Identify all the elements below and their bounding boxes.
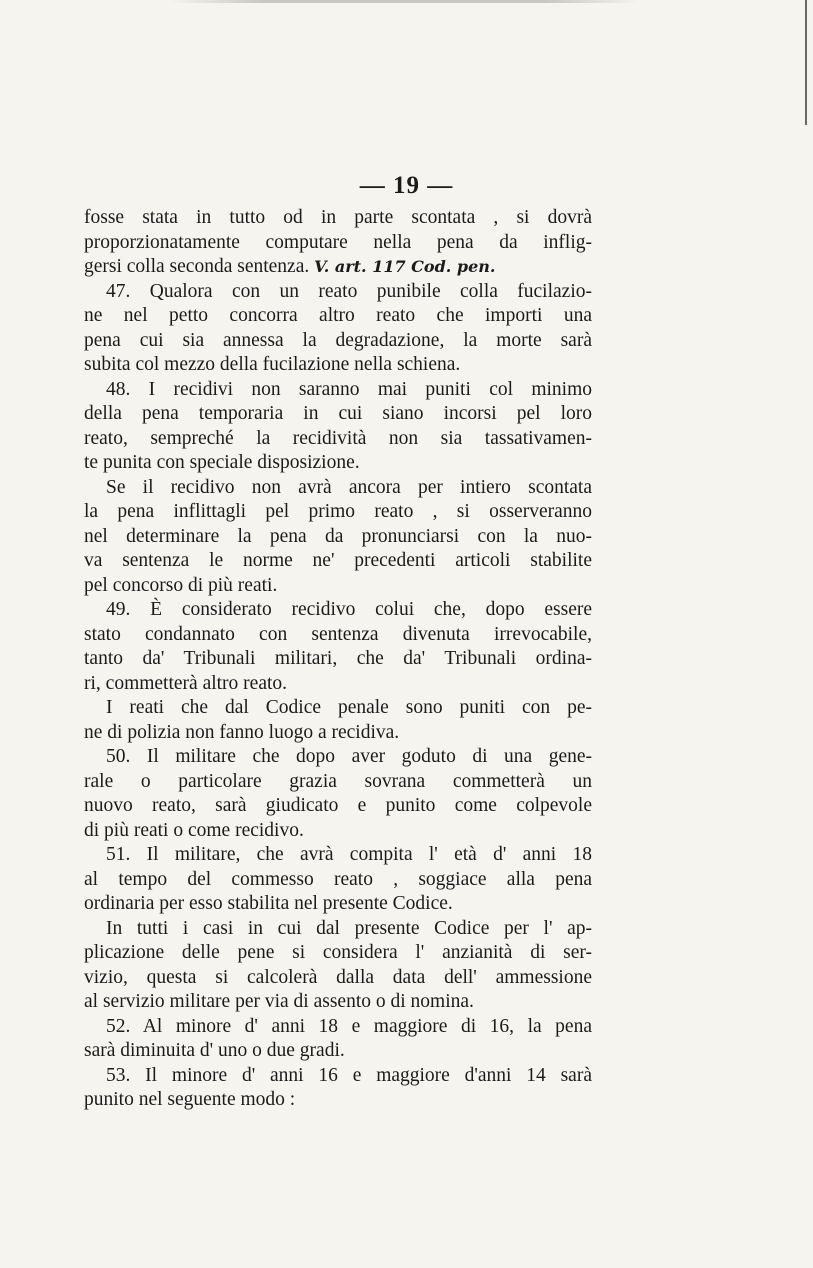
text-line: della pena temporaria in cui siano incorsi pel loro	[84, 403, 592, 424]
article-47-start: 47. Qualora con un reato punibile colla fucilazio-	[106, 280, 592, 302]
text-line: tanto da' Tribunali militari, che da' Tribunali ordina-	[84, 648, 592, 669]
text-line: al tempo del commesso reato , soggiace alla pena	[84, 868, 592, 890]
text-line: nel determinare la pena da pronunciarsi con la nuo-	[84, 525, 592, 547]
text-line: sarà diminuita d' uno o due gradi.	[84, 1040, 345, 1061]
text-line: di più reati o come recidivo.	[84, 819, 304, 841]
text-line: ne nel petto concorra altro reato che importi una	[84, 305, 592, 326]
text-line: pena cui sia annessa la degradazione, la morte sarà	[84, 329, 592, 351]
body-text	[84, 206, 592, 1113]
article-52-start: 52. Al minore d' anni 18 e maggiore di 16, la pena	[106, 1015, 592, 1037]
paragraph-start: Se il recidivo non avrà ancora per intiero scontata	[106, 476, 592, 498]
paragraph-start: In tutti i casi in cui dal presente Codice per l' ap-	[106, 917, 592, 939]
text-line: reato, sempreché la recidività non sia tassativamen-	[84, 427, 592, 449]
text-line: te punita con speciale disposizione.	[84, 452, 360, 473]
text-line: la pena inflittagli pel primo reato , si osserveranno	[84, 501, 592, 522]
text-line: pel concorso di più reati.	[84, 574, 278, 596]
text-line: ri, commetterà altro reato.	[84, 672, 288, 694]
text-line: stato condannato con sentenza divenuta irrevocabile,	[84, 623, 592, 645]
page-edge-shadow	[170, 0, 640, 3]
article-49-start: 49. È considerato recidivo colui che, dopo essere	[106, 599, 592, 620]
article-50-start: 50. Il militare che dopo aver goduto di una gene-	[106, 746, 592, 767]
text-line: ne di polizia non fanno luogo a recidiva.	[84, 721, 400, 743]
text-line: al servizio militare per via di assento o di nomina.	[84, 991, 474, 1012]
text-line: gersi colla seconda sentenza.	[84, 256, 310, 277]
text-line: vizio, questa si calcolerà dalla data dell' ammessione	[84, 966, 592, 988]
text-line: fosse stata in tutto od in parte scontata , si dovrà	[84, 207, 592, 228]
text-line: va sentenza le norme ne' precedenti articoli stabilite	[84, 550, 592, 571]
article-48-start: 48. I recidivi non saranno mai puniti col minimo	[106, 378, 592, 400]
text-line: plicazione delle pene si considera l' anzianità di ser-	[84, 942, 592, 963]
text-line-with-note	[84, 255, 592, 280]
page-number: — 19 —	[359, 172, 454, 199]
page-edge-line	[805, 0, 807, 125]
text-line: rale o particolare grazia sovrana commetterà un	[84, 770, 592, 792]
text-line: nuovo reato, sarà giudicato e punito come colpevole	[84, 795, 592, 816]
text-line: subita col mezzo della fucilazione nella schiena.	[84, 354, 461, 375]
paragraph-start: I reati che dal Codice penale sono puniti con pe-	[106, 697, 592, 718]
text-line: punito nel seguente modo :	[84, 1089, 296, 1110]
text-line: proporzionatamente computare nella pena da inflig-	[84, 231, 592, 253]
article-51-start: 51. Il militare, che avrà compita l' età d' anni 18	[106, 844, 592, 865]
article-53-start: 53. Il minore d' anni 16 e maggiore d'anni 14 sarà	[106, 1064, 592, 1086]
text-line: ordinaria per esso stabilita nel presente Codice.	[84, 893, 453, 914]
handwritten-annotation: V. art. 117 Cod. pen.	[314, 257, 496, 276]
